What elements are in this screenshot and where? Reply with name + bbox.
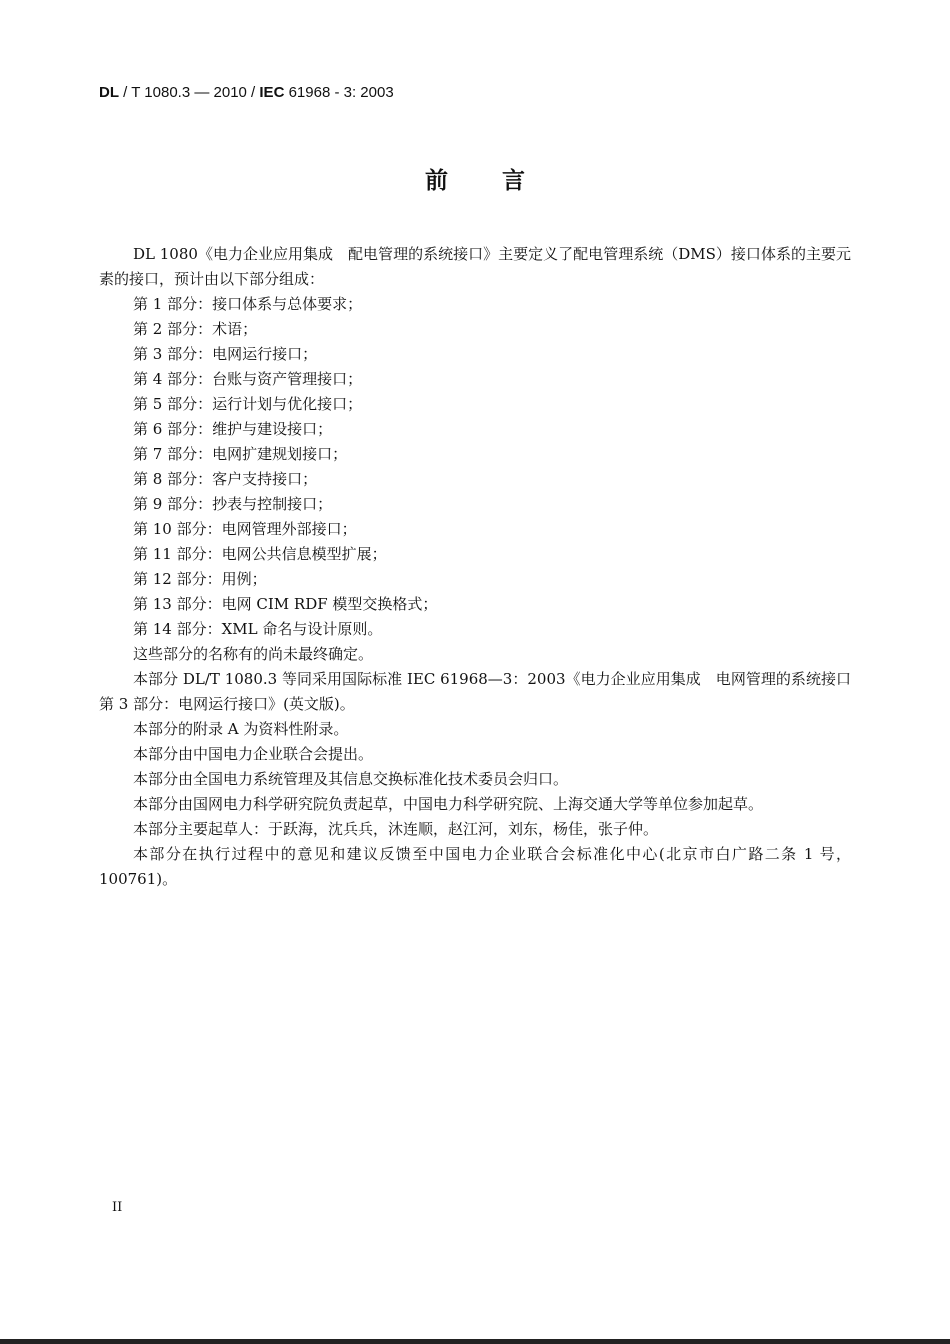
- part-list-item: 第 13 部分：电网 CIM RDF 模型交换格式；: [133, 595, 438, 613]
- header-separator: /: [119, 84, 132, 101]
- drafting-units-paragraph: 本部分由国网电力科学研究院负责起草，中国电力科学研究院、上海交通大学等单位参加起草。: [133, 795, 764, 813]
- names-note-paragraph: 这些部分的名称有的尚未最终确定。: [133, 645, 374, 663]
- committee-paragraph: 本部分由全国电力系统管理及其信息交换标准化技术委员会归口。: [133, 770, 569, 788]
- document-code-header: [99, 84, 394, 101]
- proposer-paragraph: 本部分由中国电力企业联合会提出。: [133, 745, 374, 763]
- part-list-item: 第 5 部分：运行计划与优化接口；: [133, 395, 363, 413]
- intro-paragraph: DL 1080《电力企业应用集成 配电管理的系统接口》主要定义了配电管理系统（DMS）接口体系的主要元素的接口，预计由以下部分组成：: [99, 245, 851, 288]
- header-iec: IEC: [259, 84, 285, 101]
- foreword-body: [99, 242, 867, 892]
- part-list-item: 第 7 部分：电网扩建规划接口；: [133, 445, 348, 463]
- adoption-paragraph: 本部分 DL/T 1080.3 等同采用国际标准 IEC 61968—3：2003《电力企业应用集成 电网管理的系统接口 第 3 部分：电网运行接口》(英文版)。: [99, 670, 867, 713]
- header-dl: DL: [99, 84, 119, 101]
- part-list-item: 第 4 部分：台账与资产管理接口；: [133, 370, 363, 388]
- part-list-item: 第 12 部分：用例；: [133, 570, 267, 588]
- drafters-paragraph: 本部分主要起草人：于跃海，沈兵兵，沐连顺，赵江河，刘东，杨佳，张子仲。: [133, 820, 659, 838]
- part-list-item: 第 2 部分：术语；: [133, 320, 258, 338]
- header-standard-code: T 1080.3 — 2010 /: [131, 84, 260, 101]
- part-list-item: 第 6 部分：维护与建设接口；: [133, 420, 333, 438]
- bottom-divider: [0, 1339, 950, 1344]
- part-list-item: 第 8 部分：客户支持接口；: [133, 470, 318, 488]
- part-list-item: 第 1 部分：接口体系与总体要求；: [133, 295, 363, 313]
- part-list-item: 第 9 部分：抄表与控制接口；: [133, 495, 333, 513]
- part-list-item: 第 11 部分：电网公共信息模型扩展；: [133, 545, 387, 563]
- part-list-item: 第 14 部分：XML 命名与设计原则。: [133, 620, 383, 638]
- header-iec-code: 61968 - 3: 2003: [284, 84, 394, 101]
- feedback-paragraph: 本部分在执行过程中的意见和建议反馈至中国电力企业联合会标准化中心(北京市白广路二条 1 号，100761)。: [99, 845, 851, 888]
- part-list-item: 第 3 部分：电网运行接口；: [133, 345, 318, 363]
- part-list-item: 第 10 部分：电网管理外部接口；: [133, 520, 357, 538]
- page-title: 前言: [425, 168, 579, 194]
- page-number: II: [112, 1200, 123, 1215]
- appendix-paragraph: 本部分的附录 A 为资料性附录。: [133, 720, 349, 738]
